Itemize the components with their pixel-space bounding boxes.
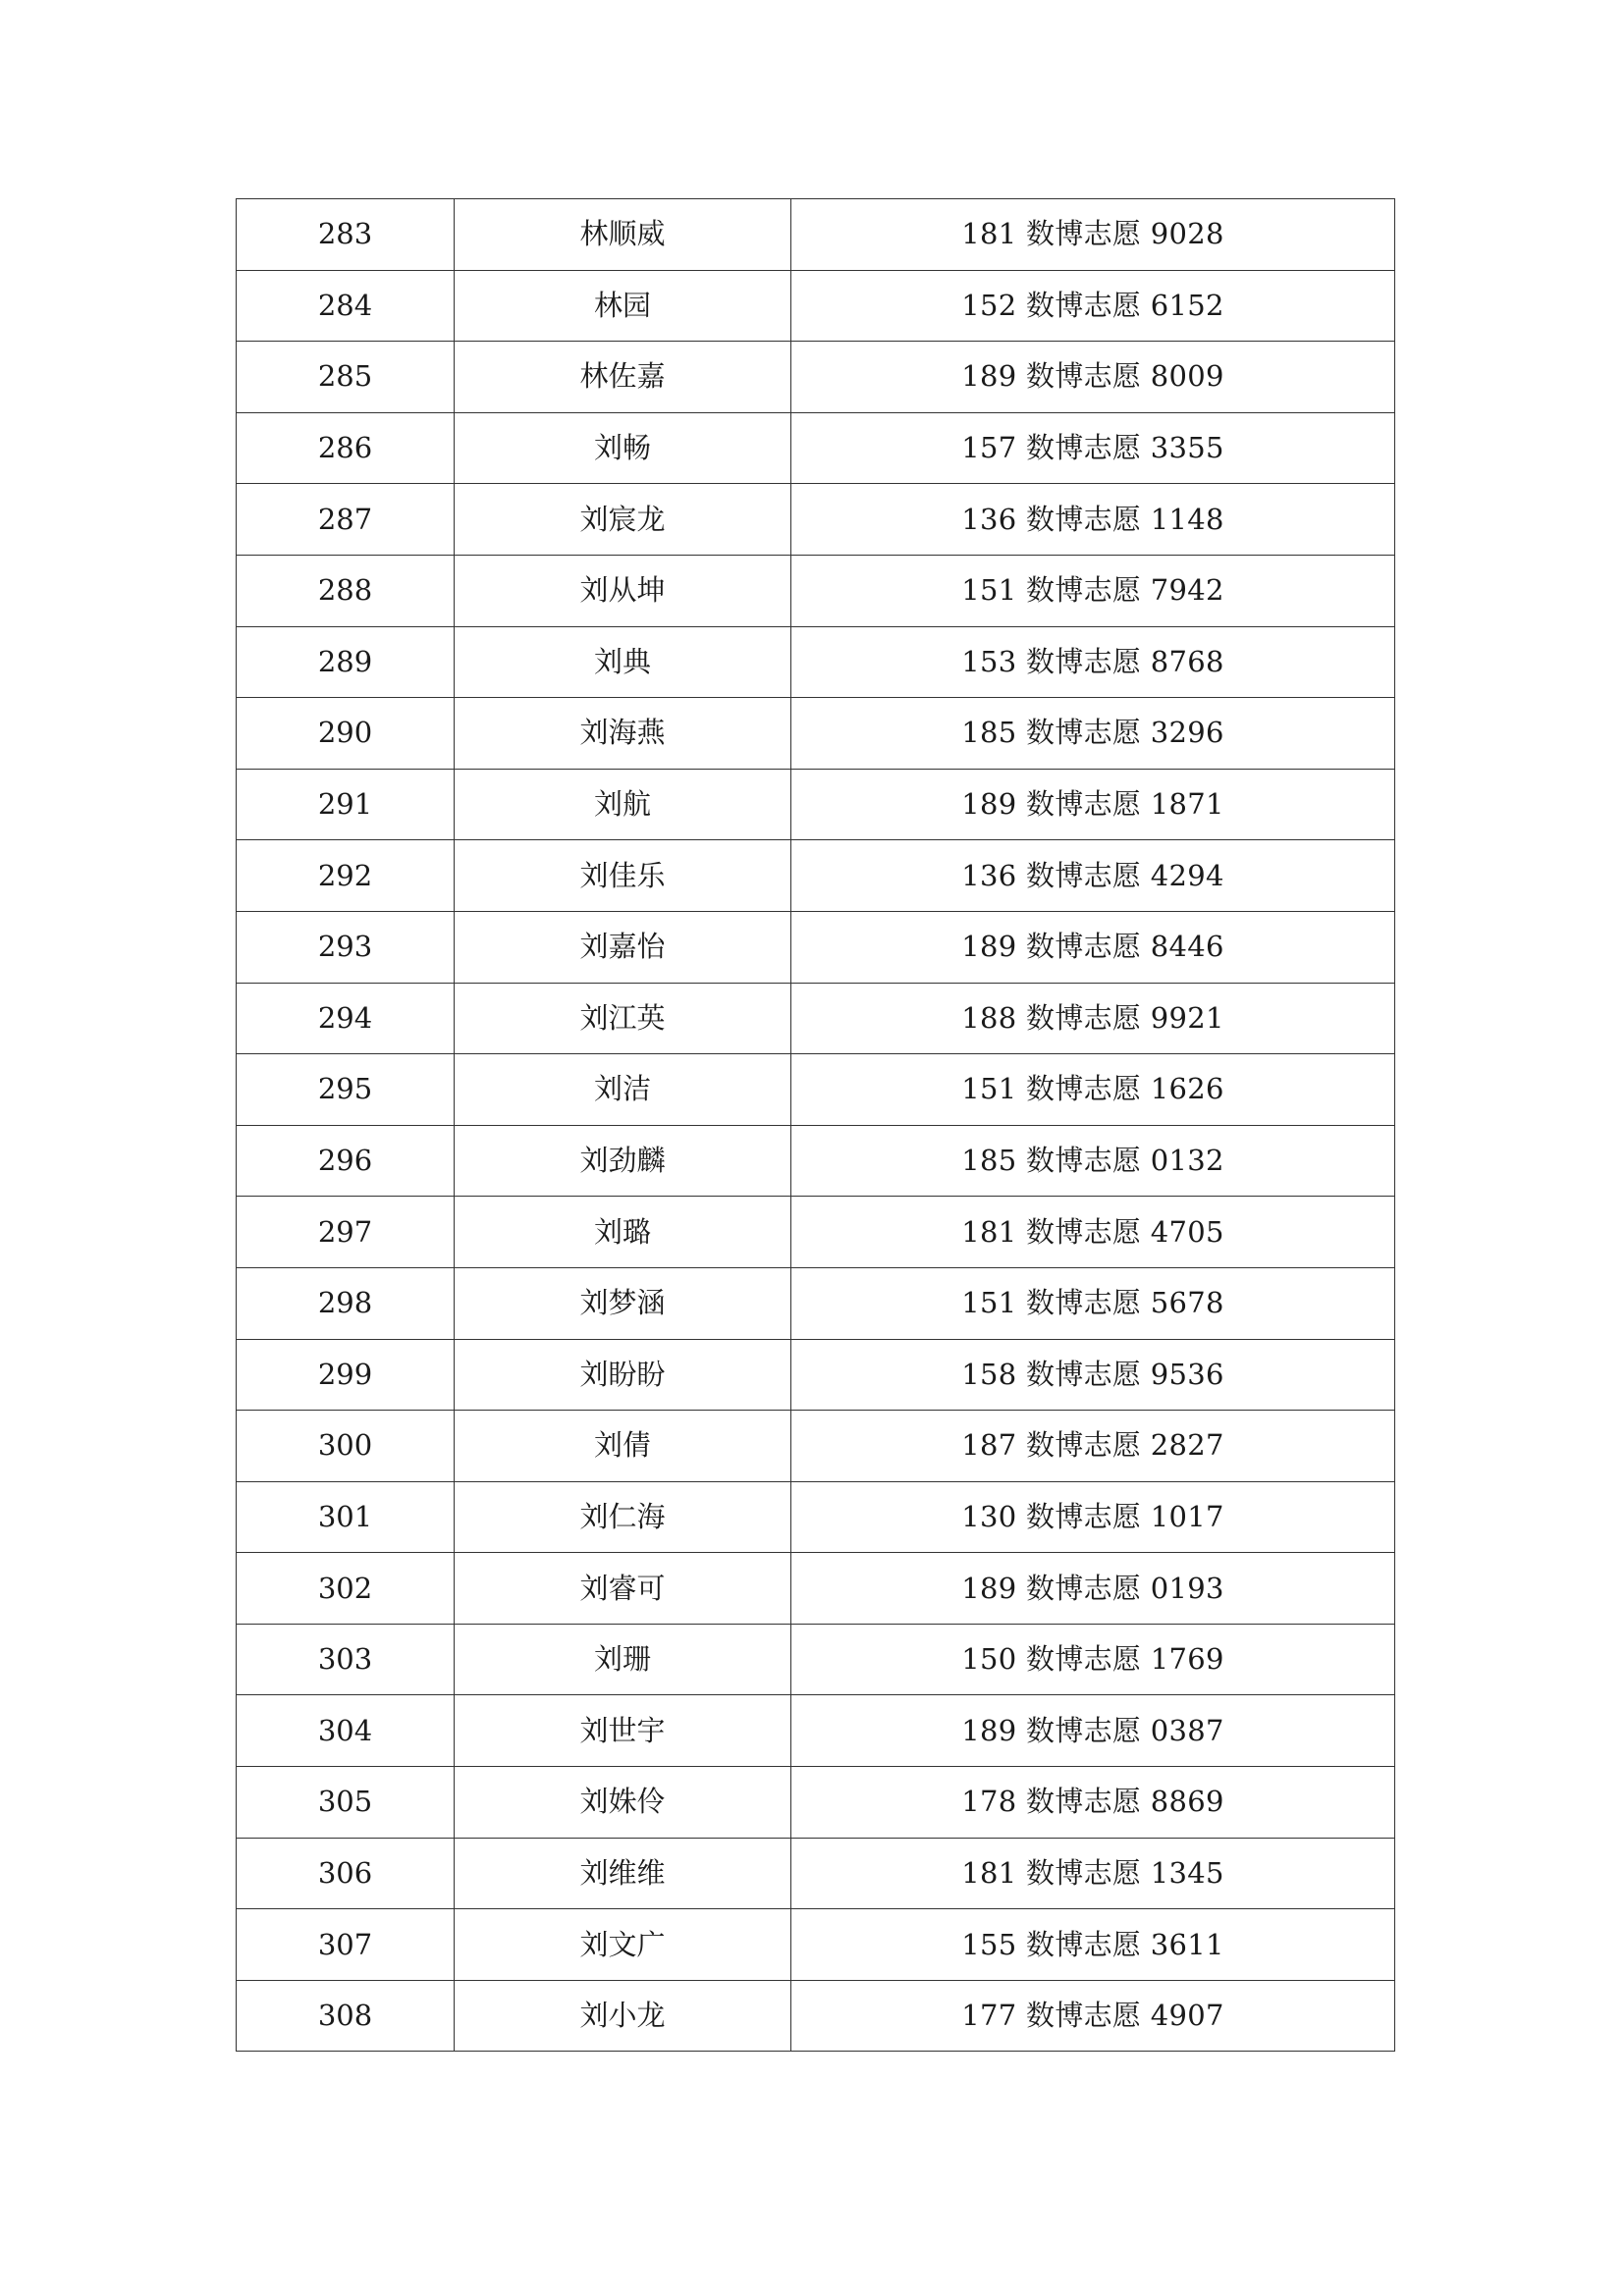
name-cell: 刘典	[455, 626, 791, 698]
phone-cell: 150 数博志愿 1769	[791, 1624, 1395, 1695]
row-number-cell: 287	[237, 484, 455, 556]
phone-cell: 151 数博志愿 7942	[791, 555, 1395, 626]
row-number-cell: 298	[237, 1267, 455, 1339]
row-number-cell: 290	[237, 698, 455, 770]
name-cell: 林佐嘉	[455, 342, 791, 413]
phone-cell: 181 数博志愿 9028	[791, 199, 1395, 271]
phone-cell: 181 数博志愿 1345	[791, 1838, 1395, 1909]
row-number-cell: 288	[237, 555, 455, 626]
row-number-cell: 304	[237, 1695, 455, 1767]
table-row	[237, 1197, 1395, 1268]
phone-cell: 189 数博志愿 8446	[791, 911, 1395, 983]
row-number-cell: 289	[237, 626, 455, 698]
row-number-cell: 285	[237, 342, 455, 413]
row-number-cell: 296	[237, 1125, 455, 1197]
row-number-cell: 299	[237, 1339, 455, 1411]
table-row	[237, 1267, 1395, 1339]
name-cell: 刘宸龙	[455, 484, 791, 556]
table-row	[237, 484, 1395, 556]
name-cell: 刘维维	[455, 1838, 791, 1909]
name-cell: 刘海燕	[455, 698, 791, 770]
row-number-cell: 292	[237, 840, 455, 912]
phone-cell: 136 数博志愿 1148	[791, 484, 1395, 556]
table-row	[237, 1481, 1395, 1553]
name-cell: 刘劲麟	[455, 1125, 791, 1197]
table-row	[237, 1624, 1395, 1695]
phone-cell: 153 数博志愿 8768	[791, 626, 1395, 698]
name-cell: 刘仁海	[455, 1481, 791, 1553]
phone-cell: 189 数博志愿 8009	[791, 342, 1395, 413]
name-cell: 刘江英	[455, 983, 791, 1054]
row-number-cell: 303	[237, 1624, 455, 1695]
name-cell: 刘珊	[455, 1624, 791, 1695]
table-row	[237, 412, 1395, 484]
name-cell: 林顺威	[455, 199, 791, 271]
row-number-cell: 306	[237, 1838, 455, 1909]
phone-cell: 136 数博志愿 4294	[791, 840, 1395, 912]
phone-cell: 187 数博志愿 2827	[791, 1411, 1395, 1482]
table-row	[237, 1695, 1395, 1767]
phone-cell: 155 数博志愿 3611	[791, 1909, 1395, 1981]
name-cell: 刘航	[455, 769, 791, 840]
table-row	[237, 769, 1395, 840]
name-cell: 刘嘉怡	[455, 911, 791, 983]
table-row	[237, 1767, 1395, 1839]
table-row	[237, 199, 1395, 271]
phone-cell: 177 数博志愿 4907	[791, 1980, 1395, 2052]
table-row	[237, 1980, 1395, 2052]
name-cell: 刘倩	[455, 1411, 791, 1482]
name-cell: 刘世宇	[455, 1695, 791, 1767]
phone-cell: 158 数博志愿 9536	[791, 1339, 1395, 1411]
row-number-cell: 308	[237, 1980, 455, 2052]
table-row	[237, 1125, 1395, 1197]
table-row	[237, 840, 1395, 912]
row-number-cell: 302	[237, 1553, 455, 1625]
name-cell: 林园	[455, 270, 791, 342]
name-cell: 刘畅	[455, 412, 791, 484]
phone-cell: 189 数博志愿 0387	[791, 1695, 1395, 1767]
row-number-cell: 295	[237, 1054, 455, 1126]
table-row	[237, 1838, 1395, 1909]
row-number-cell: 307	[237, 1909, 455, 1981]
phone-cell: 189 数博志愿 1871	[791, 769, 1395, 840]
name-cell: 刘姝伶	[455, 1767, 791, 1839]
name-cell: 刘盼盼	[455, 1339, 791, 1411]
phone-cell: 181 数博志愿 4705	[791, 1197, 1395, 1268]
name-cell: 刘洁	[455, 1054, 791, 1126]
phone-cell: 152 数博志愿 6152	[791, 270, 1395, 342]
table-row	[237, 983, 1395, 1054]
row-number-cell: 294	[237, 983, 455, 1054]
name-cell: 刘小龙	[455, 1980, 791, 2052]
table-row	[237, 342, 1395, 413]
phone-cell: 185 数博志愿 3296	[791, 698, 1395, 770]
name-cell: 刘璐	[455, 1197, 791, 1268]
row-number-cell: 297	[237, 1197, 455, 1268]
name-cell: 刘佳乐	[455, 840, 791, 912]
row-number-cell: 283	[237, 199, 455, 271]
table-row	[237, 1553, 1395, 1625]
phone-cell: 189 数博志愿 0193	[791, 1553, 1395, 1625]
name-cell: 刘从坤	[455, 555, 791, 626]
row-number-cell: 305	[237, 1767, 455, 1839]
row-number-cell: 293	[237, 911, 455, 983]
name-cell: 刘文广	[455, 1909, 791, 1981]
phone-cell: 157 数博志愿 3355	[791, 412, 1395, 484]
phone-cell: 151 数博志愿 5678	[791, 1267, 1395, 1339]
table-row	[237, 270, 1395, 342]
name-cell: 刘梦涵	[455, 1267, 791, 1339]
phone-cell: 178 数博志愿 8869	[791, 1767, 1395, 1839]
roster-body	[237, 199, 1395, 2052]
phone-cell: 151 数博志愿 1626	[791, 1054, 1395, 1126]
table-row	[237, 1339, 1395, 1411]
table-row	[237, 1411, 1395, 1482]
phone-cell: 185 数博志愿 0132	[791, 1125, 1395, 1197]
row-number-cell: 300	[237, 1411, 455, 1482]
phone-cell: 188 数博志愿 9921	[791, 983, 1395, 1054]
row-number-cell: 284	[237, 270, 455, 342]
row-number-cell: 286	[237, 412, 455, 484]
table-row	[237, 555, 1395, 626]
table-row	[237, 1054, 1395, 1126]
table-row	[237, 626, 1395, 698]
table-row	[237, 911, 1395, 983]
row-number-cell: 301	[237, 1481, 455, 1553]
table-row	[237, 698, 1395, 770]
phone-cell: 130 数博志愿 1017	[791, 1481, 1395, 1553]
name-cell: 刘睿可	[455, 1553, 791, 1625]
row-number-cell: 291	[237, 769, 455, 840]
table-row	[237, 1909, 1395, 1981]
volunteer-roster-table	[236, 198, 1395, 2052]
